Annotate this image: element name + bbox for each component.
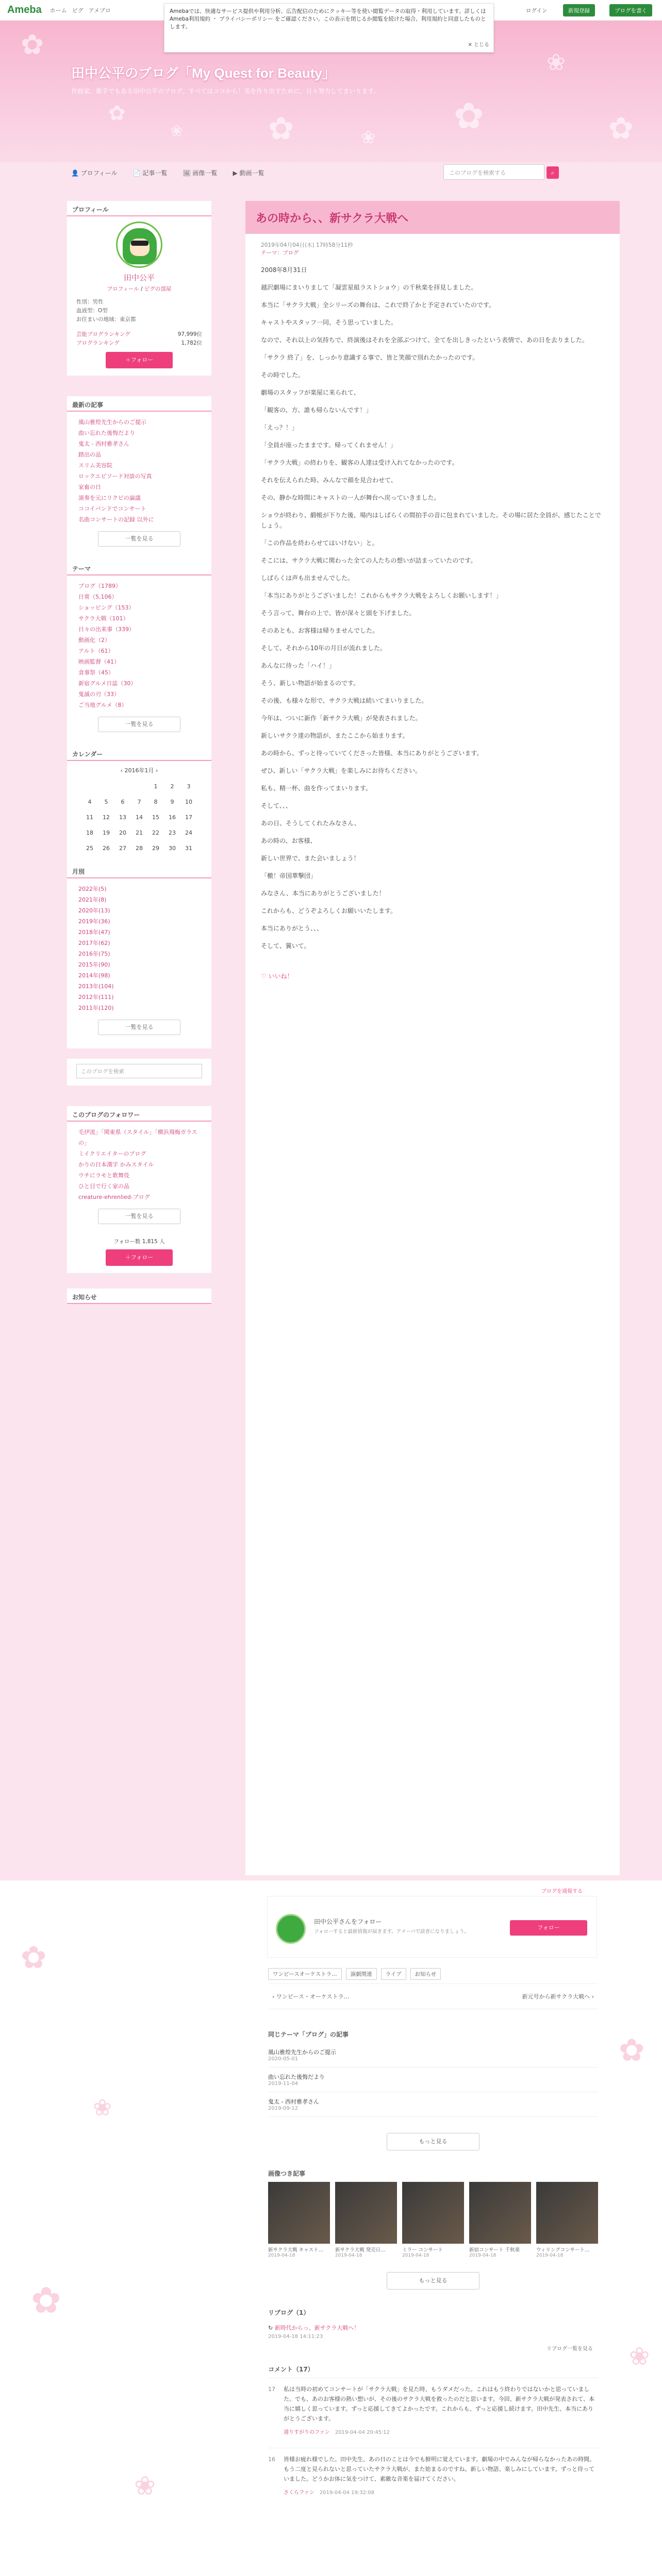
calendar-day: 5	[104, 798, 108, 805]
comment-number: 16	[268, 2456, 275, 2463]
flower-decor: ✿	[454, 95, 484, 137]
archive-item[interactable]: 2013年(104)	[78, 983, 114, 990]
photo-title: ウィリングコンサート…	[536, 2247, 590, 2253]
theme-item[interactable]: 新宿グルメ日誌（30）	[78, 680, 137, 687]
calendar-day: 10	[185, 798, 192, 805]
article-paragraph: あんなに待った「ハイ！」	[261, 662, 336, 669]
comment-text: 皆様お疲れ様でした。田中先生、あの日のことは今でも鮮明に覚えています。劇場の中でみんなが帰らなかったあの時間。もう二度と見られないと思っていたサクラ大戦が、また始まるのですね。新しい物語、楽しみにしています。ずっと待っていました。どうかお体に気をつけて、素敵な音楽を届けてください。	[284, 2456, 595, 2482]
comment-meta	[284, 2428, 598, 2437]
calendar-day: 18	[86, 829, 93, 836]
follow-sub: フォローすると最新情報が届きます。アメーバで読者になりましょう。	[314, 1929, 470, 1935]
archive-item[interactable]: 2012年(111)	[78, 994, 114, 1001]
article-paragraph: あの日、そうしてくれたみなさん、	[261, 820, 360, 827]
archive-item[interactable]: 2019年(36)	[78, 918, 110, 925]
photo-thumbnail	[335, 2182, 397, 2244]
notice-text: Amebaでは、快適なサービス提供や利用分析、広告配信のためにクッキー等を使い閲覧データの取得・利用しています。詳しくは Ameba利用規約 ・ プライバシーポリシー をご確認ください。この表示を閉じるか閲覧を続けた場合、利用規約と同意したものとします。	[170, 8, 486, 30]
photo-thumbnail	[402, 2182, 464, 2244]
article-title[interactable]: あの時から、、新サクラ大戦へ	[245, 201, 620, 234]
more-photos-button[interactable]: もっと見る	[387, 2272, 479, 2290]
recent-item[interactable]: 鬼太 - 西村雅孝さん	[78, 440, 129, 447]
archive-item[interactable]: 2014年(98)	[78, 972, 110, 979]
calendar-day	[114, 778, 131, 794]
same-theme-item[interactable]	[268, 2043, 598, 2067]
reblog-heading: リブログ（1）	[268, 2309, 310, 2316]
theme-item[interactable]: ブログ（1789）	[78, 583, 121, 589]
article-paragraph: その、静かな時間にキャストの一人が舞台へ戻っていきました。	[261, 494, 440, 501]
flower-decor: ✿	[21, 28, 44, 61]
recent-item[interactable]: 演奏を元にリクビの論議	[78, 495, 141, 501]
profile-link[interactable]: プロフィール	[107, 286, 139, 292]
theme-heading: テーマ	[67, 560, 211, 575]
flower-decor: ❀	[361, 127, 376, 148]
recent-heading: 最新の記事	[67, 396, 211, 412]
article-date: 2019年04月04日(木) 17時58分11秒	[261, 242, 353, 248]
blog-search-input[interactable]: このブログを検索する	[443, 164, 544, 180]
follow-label: 田中公平さんをフォロー	[314, 1918, 382, 1925]
theme-tab[interactable]: お知らせ	[410, 1968, 441, 1980]
ameba-logo[interactable]: Ameba	[7, 4, 42, 15]
theme-item[interactable]: 鬼滅の刃（33）	[78, 691, 120, 698]
flower-decor: ❀	[170, 122, 184, 140]
article-paragraph: あの時から、ずっと待っていてくださった皆様、本当にありがとうございます。	[261, 750, 483, 757]
photo-articles	[268, 2182, 598, 2264]
comment-date: 2019-04-04 20:45:12	[335, 2430, 390, 2435]
comment-number: 17	[268, 2386, 275, 2393]
photo-article[interactable]	[536, 2182, 598, 2258]
comments-heading: コメント（17）	[268, 2366, 314, 2373]
article-paragraph: 本当にありがとう、、、	[261, 925, 323, 932]
article-paragraph: そう言って、舞台の上で、皆が深々と頭を下げました。	[261, 609, 416, 617]
article-paragraph: 本当に「サクラ大戦」全シリーズの舞台は、これで終了かと予定されていたのです。	[261, 301, 495, 309]
archive-item-more-button[interactable]: 一覧を見る	[98, 1020, 180, 1035]
same-theme-title: 鬼太 - 西村雅孝さん	[268, 2098, 319, 2105]
prev-month-icon[interactable]: ‹	[120, 767, 123, 774]
search-icon[interactable]: ⌕	[547, 166, 559, 179]
comment-item	[268, 2448, 598, 2508]
calendar-day: 14	[136, 814, 143, 821]
article-paragraph: そして、翼いて。	[261, 942, 310, 950]
photo-article[interactable]	[469, 2182, 531, 2258]
calendar-day: 30	[169, 844, 176, 852]
calendar-day	[131, 778, 147, 794]
sidebar	[67, 201, 211, 1304]
article-paragraph: 劇場のスタッフが楽屋に来られて、	[261, 389, 360, 396]
followers-list	[67, 1122, 211, 1238]
archive-item[interactable]: 2020年(13)	[78, 907, 110, 914]
theme-list	[67, 575, 211, 745]
photo-date: 2019-04-18	[536, 2253, 564, 2258]
theme-item[interactable]: ご当地グルメ（8）	[78, 702, 127, 708]
calendar-day	[81, 778, 98, 794]
like-button[interactable]: ♡ いいね！	[261, 973, 293, 980]
calendar-day: 13	[119, 814, 126, 821]
article-paragraph: 越沢劇場にまいりまして「凝雲星組ラストショウ」の千秋楽を拝見しました。	[261, 284, 477, 291]
article-paragraph: これからも、どうぞよろしくお願いいたします。	[261, 907, 397, 914]
recent-item[interactable]: 家畜の日	[78, 484, 101, 490]
blog-title[interactable]: 田中公平のブログ「My Quest for Beauty」	[71, 65, 336, 81]
comment-author[interactable]: さくらファン	[284, 2490, 315, 2496]
photo-title: 新サクラ大戦 発売日…	[335, 2247, 386, 2253]
follow-card-button[interactable]: フォロー	[510, 1920, 587, 1936]
flower-decor: ❀	[629, 2342, 650, 2371]
nav-videos[interactable]: ▶ 動画一覧	[233, 169, 264, 177]
nav-images[interactable]: 🖼 画像一覧	[183, 169, 218, 177]
article-paragraph: 新しいサクラ達の物語が、またここから始まります。	[261, 732, 409, 739]
photo-thumbnail	[536, 2182, 598, 2244]
follower-item[interactable]: ひと目で行く家の品	[78, 1183, 129, 1190]
recent-item-more-button[interactable]: 一覧を見る	[98, 531, 180, 547]
ranking-row[interactable]: 芸能ブログランキング 97,999位	[76, 331, 202, 337]
calendar-day: 25	[86, 844, 93, 852]
follower-item[interactable]: ウチにラモと歌舞伎	[78, 1172, 129, 1179]
article-paragraph: 今年は、ついに新作「新サクラ大戦」が発表されました。	[261, 715, 422, 722]
article-paragraph: 「サクラ大戦」の終わりを、観客の人達は受け入れてなかったのです。	[261, 459, 458, 466]
archive-item[interactable]: 2021年(8)	[78, 896, 107, 903]
calendar-table	[81, 778, 197, 856]
theme-tab[interactable]: ワンピースオーケストラ…	[268, 1968, 342, 1980]
reblog-item[interactable]: ↻ 新時代からっ、新サクラ大戦へ！	[268, 2325, 360, 2331]
follow-button[interactable]: ＋フォロー	[106, 352, 173, 368]
calendar-day: 11	[86, 814, 93, 821]
photo-date: 2019-04-18	[268, 2253, 295, 2258]
more-articles-button[interactable]: もっと見る	[387, 2133, 479, 2150]
recent-list	[67, 412, 211, 560]
write-blog-button[interactable]: ブログを書く	[609, 4, 652, 16]
profile-info: お住まいの地域：東京都	[76, 316, 136, 323]
photo-thumbnail	[469, 2182, 531, 2244]
calendar-day: 21	[136, 829, 143, 836]
comment-item	[268, 2378, 598, 2448]
theme-tabs	[268, 1968, 441, 1980]
article-paragraph: 私も、精一杯、曲を作ってまいります。	[261, 785, 372, 792]
follower-item[interactable]: かりの日本漢字 かみスタイル	[78, 1161, 154, 1168]
theme-item[interactable]: 日常（5,106）	[78, 594, 118, 600]
pigg-room-link[interactable]: ピグの部屋	[144, 286, 172, 292]
follower-item[interactable]: creature-ehrenlied-ブログ	[78, 1194, 150, 1200]
calendar-day: 20	[119, 829, 126, 836]
same-theme-item[interactable]	[268, 2092, 598, 2117]
same-theme-date: 2019-11-04	[268, 2081, 299, 2087]
recent-item[interactable]: ココイバンドでコンサート	[78, 505, 146, 512]
comment-author[interactable]: 通りすがりのファン	[284, 2430, 330, 2435]
calendar-day: 2	[170, 783, 174, 790]
article-pager	[268, 1984, 598, 2009]
article-paragraph: しばらくは声も出ませんでした。	[261, 574, 354, 582]
nav-home[interactable]: ホーム	[49, 7, 67, 14]
profile-info: 血液型：O型	[76, 308, 108, 314]
calendar-day: 22	[152, 829, 159, 836]
theme-item[interactable]: サクラ大戦（101）	[78, 615, 129, 622]
comments-list	[268, 2378, 598, 2508]
article-paragraph: そこには、サクラ大戦に関わった全ての人たちの想いが詰まっていたのです。	[261, 557, 477, 564]
theme-tab[interactable]: 演劇関連	[346, 1968, 377, 1980]
reblog-more-link[interactable]: リブログ一覧を見る	[547, 2346, 593, 2352]
calendar-day: 8	[154, 798, 158, 805]
archive-item[interactable]: 2018年(47)	[78, 929, 110, 936]
flower-decor: ✿	[108, 101, 126, 125]
article-paragraph: ショウが終わり、緞帳が下りた後、場内はしばらくの間拍手の音に包まれていました。その場に居た全員が、感じたことでしょう。	[261, 512, 601, 529]
follower-item-more-button[interactable]: 一覧を見る	[98, 1209, 180, 1224]
article-paragraph: その後、も様々な形で、サクラ大戦は続いてまいりました。	[261, 697, 428, 704]
nav-articles[interactable]: 📄 記事一覧	[133, 169, 168, 177]
calendar-day: 4	[88, 798, 92, 805]
flower-decor: ✿	[608, 111, 634, 146]
flower-decor: ✿	[21, 1940, 47, 1976]
same-theme-date: 2019-09-12	[268, 2106, 299, 2111]
archive-item[interactable]: 2011年(120)	[78, 1005, 114, 1011]
article-paragraph: 「サクラ 終了」を、しっかり意識する事で、皆と笑顔で別れたかったのです。	[261, 354, 479, 361]
theme-item[interactable]: 日々の出来事（339）	[78, 626, 135, 633]
follow-avatar	[276, 1914, 306, 1944]
report-link[interactable]: ブログを通報する	[541, 1889, 583, 1894]
nav-profile[interactable]: 👤 プロフィール	[71, 169, 118, 177]
article-theme[interactable]: テーマ：ブログ	[261, 250, 299, 256]
article-paragraph: 「檄！帝国華撃団」	[261, 872, 317, 879]
calendar-day: 19	[103, 829, 110, 836]
photo-title: ミラー コンサート	[402, 2247, 443, 2253]
flower-decor: ❀	[93, 2095, 112, 2121]
comment-meta	[284, 2488, 598, 2498]
photo-date: 2019-04-18	[469, 2253, 496, 2258]
nav-pigg[interactable]: ピグ	[72, 7, 84, 14]
profile-heading: プロフィール	[67, 201, 211, 216]
next-month-icon[interactable]: ›	[156, 767, 158, 774]
ranking-row[interactable]: ブログランキング 1,782位	[76, 340, 202, 346]
photo-thumbnail	[268, 2182, 330, 2244]
article-body	[245, 257, 620, 967]
follower-item[interactable]: 毛伊流」「関東県（スタイル」「横浜飛梅ガラスの」	[78, 1129, 197, 1146]
theme-item[interactable]: ショッピング（153）	[78, 604, 135, 611]
follower-item[interactable]: ミイクリエイターのブログ	[78, 1150, 146, 1157]
sidebar-search	[67, 1059, 211, 1086]
profile-box: 田中公平 プロフィール / ピグの部屋 性別：男性 血液型：O型 お住まいの地域：東京都 芸能ブログランキング 97,999位 ブログランキング 1,782位 ＋フォロー	[67, 216, 211, 376]
sidebar-search-input[interactable]: このブログを検索	[76, 1064, 202, 1078]
recent-item[interactable]: 踏出の品	[78, 451, 101, 458]
theme-item[interactable]: 動画化（2）	[78, 637, 110, 643]
calendar-day: 28	[136, 844, 143, 852]
photo-article[interactable]	[402, 2182, 464, 2258]
article-paragraph: 「観客の、方、誰も帰らないんです！」	[261, 406, 372, 414]
nav-ameblo[interactable]: アメブロ	[88, 7, 111, 14]
calendar-day: 3	[187, 783, 191, 790]
article-paragraph: そう、新しい物語が始まるのです。	[261, 680, 360, 687]
calendar-day: 1	[154, 783, 158, 790]
same-theme-title: 曲い忘れた後悔だより	[268, 2074, 325, 2080]
calendar-day	[98, 778, 114, 794]
article-paragraph: そして、、、	[261, 802, 292, 809]
signup-button[interactable]: 新規登録	[563, 4, 595, 16]
archive-heading: 月別	[67, 863, 211, 878]
photo-article[interactable]	[268, 2182, 330, 2258]
archive-item[interactable]: 2016年(75)	[78, 951, 110, 957]
profile-info: 性別：男性	[76, 299, 104, 305]
calendar-heading: カレンダー	[67, 745, 211, 761]
recent-item[interactable]: ロックエピソード対談の写真	[78, 473, 152, 480]
archive-item[interactable]: 2015年(90)	[78, 961, 110, 968]
calendar-day: 17	[185, 814, 192, 821]
comment-text: 私は当時の初めてコンサートが「サクラ大戦」を見た時、もうダメだった。これはもう終わりではないかと思っていました。でも、あのお客様の熱い想いが、その後のサクラ大戦を救ったのだと思います。今回、新サクラ大戦が発表されて、本当に嬉しく思っています。ずっと応援してきてよかったです。これからも、ずっと応援し続けます。田中先生、本当にありがとうございます。	[284, 2386, 595, 2422]
article-paragraph: ぜひ、新しい「サクラ大戦」を楽しみにお待ちください。	[261, 767, 422, 774]
photo-title: 新サクラ大戦 キャスト…	[268, 2247, 324, 2253]
calendar-day: 12	[103, 814, 110, 821]
calendar-day: 26	[103, 844, 110, 852]
flower-decor: ✿	[268, 111, 294, 147]
flower-decor: ❀	[134, 2471, 156, 2501]
reblog-date: 2019-04-18 14:11:23	[268, 2334, 323, 2340]
photo-date: 2019-04-18	[402, 2253, 429, 2258]
calendar-month: 2016年1月	[124, 767, 154, 774]
follow-count: フォロー数 1,815 人	[113, 1239, 165, 1245]
photos-heading: 画像つき記事	[268, 2170, 306, 2177]
recent-item[interactable]: スリム美容院	[78, 462, 112, 469]
photo-article[interactable]	[335, 2182, 397, 2258]
follow-button-2[interactable]: ＋フォロー	[106, 1249, 173, 1266]
calendar-box	[67, 761, 211, 863]
profile-name[interactable]: 田中公平	[123, 273, 155, 282]
photo-date: 2019-04-18	[335, 2253, 362, 2258]
same-theme-list	[268, 2043, 598, 2117]
comment-date: 2019-04-04 19:32:08	[319, 2490, 375, 2496]
archive-item[interactable]: 2017年(62)	[78, 940, 110, 946]
archive-item[interactable]: 2022年(5)	[78, 886, 107, 892]
notice-heading: お知らせ	[67, 1289, 211, 1304]
theme-item[interactable]: 映画監督（41）	[78, 658, 120, 665]
followers-heading: このブログのフォロワー	[67, 1106, 211, 1122]
article-paragraph: それを伝えられた時、みんなで顔を見合わせて、	[261, 477, 397, 484]
prev-article-link[interactable]: ‹ ワンピース・オーケストラ…	[272, 1993, 350, 2000]
theme-item[interactable]: 食事祭（45）	[78, 669, 114, 676]
blog-description: 作曲家、歌手でもある田中公平のブログ。すべてはココから！美を作り出すために、日々努力してまいります。	[71, 88, 380, 95]
article-paragraph: そして、それから10年の月日が流れました。	[261, 645, 387, 652]
theme-item[interactable]: アルト（61）	[78, 648, 114, 654]
article-paragraph: 「えっ？！」	[261, 424, 299, 431]
same-theme-heading: 同じテーマ「ブログ」の記事	[268, 2031, 349, 2038]
flower-decor: ✿	[31, 2279, 61, 2321]
login-button[interactable]: ログイン	[526, 7, 548, 14]
article-paragraph: 「全員が座ったままです。帰ってくれません！」	[261, 442, 397, 449]
article-paragraph: そのあとも、お客様は帰りませんでした。	[261, 627, 379, 634]
flower-decor: ❀	[547, 49, 566, 76]
theme-item-more-button[interactable]: 一覧を見る	[98, 717, 180, 732]
article-paragraph: 新しい世界で、また会いましょう！	[261, 855, 360, 862]
calendar-day: 31	[185, 844, 192, 852]
theme-tab[interactable]: ライブ	[381, 1968, 406, 1980]
article-footer	[0, 1880, 662, 2576]
calendar-day: 7	[137, 798, 141, 805]
calendar-day: 9	[170, 798, 174, 805]
notice-close-button[interactable]: ✕ とじる	[468, 42, 489, 48]
next-article-link[interactable]: 新元号から新サクラ大戦へ ›	[522, 1993, 594, 2000]
calendar-day: 6	[121, 798, 125, 805]
article-card	[245, 201, 620, 1875]
recent-item[interactable]: 名曲コンサートの記録 以外に	[78, 516, 154, 523]
recent-item[interactable]: 曲い忘れた後悔だより	[78, 430, 135, 436]
calendar-day: 23	[169, 829, 176, 836]
recent-item[interactable]: 風山雅煌先生からのご提示	[78, 419, 146, 426]
article-paragraph: キャストやスタッフ一同、そう思っていました。	[261, 319, 398, 326]
follow-card	[267, 1896, 597, 1958]
article-paragraph: あの時の、お客様、	[261, 837, 317, 844]
calendar-day: 29	[152, 844, 159, 852]
photo-title: 新宿コンサート 千秋楽	[469, 2247, 520, 2253]
archive-list	[67, 878, 211, 1048]
cookie-notice	[164, 3, 494, 53]
same-theme-item[interactable]	[268, 2067, 598, 2092]
flower-decor: ✿	[619, 2032, 645, 2069]
article-paragraph: 「この作品を終わらせてはいけない」と。	[261, 539, 378, 547]
calendar-day: 16	[169, 814, 176, 821]
same-theme-title: 風山雅煌先生からのご提示	[268, 2049, 336, 2056]
article-paragraph: なので、それ以上の気持ちで、終演後はそれを全部ぶつけて、全てを出しきったという表情で、あの日を去りました。	[261, 336, 588, 344]
same-theme-date: 2020-05-01	[268, 2056, 299, 2062]
calendar-day: 15	[152, 814, 159, 821]
avatar[interactable]	[116, 222, 162, 268]
calendar-day: 24	[185, 829, 192, 836]
article-paragraph: 2008年8月31日	[261, 266, 307, 274]
article-paragraph: その時でした。	[261, 371, 305, 379]
article-paragraph: 「本当にありがとうございました！これからもサクラ大戦をよろしくお願いします！」	[261, 592, 502, 599]
article-paragraph: みなさん、本当にありがとうございました！	[261, 890, 385, 897]
calendar-day: 27	[119, 844, 126, 852]
